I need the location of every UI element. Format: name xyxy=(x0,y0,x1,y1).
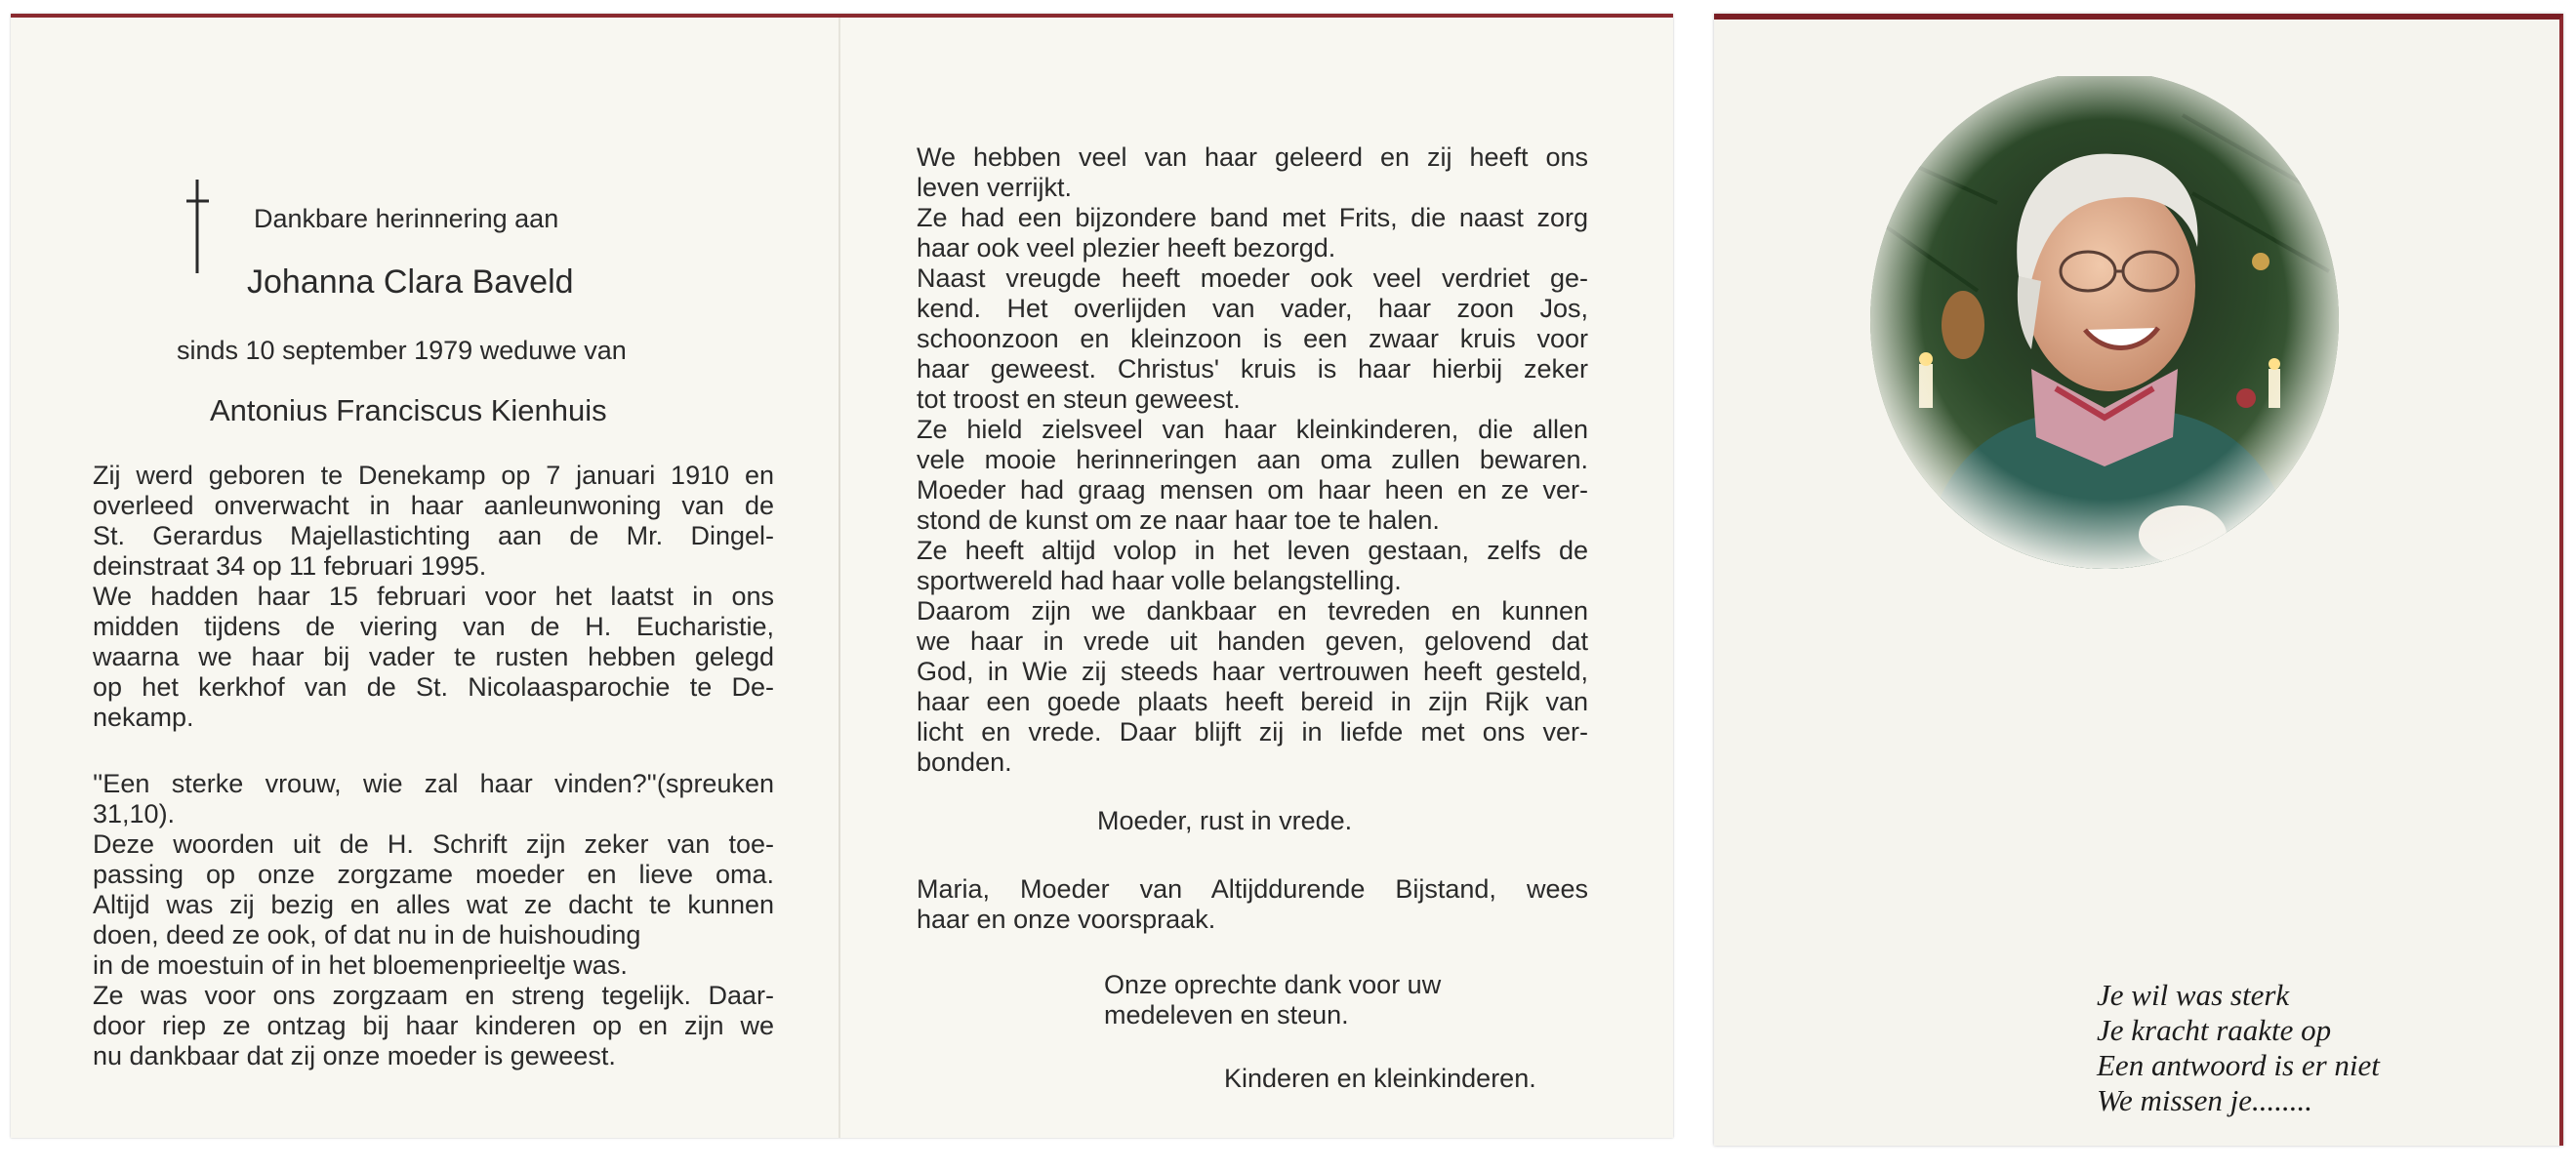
text-line: door riep ze ontzag bij haar kinderen op en zijn we xyxy=(93,1011,774,1040)
text-line: haar een goede plaats heeft bereid in zijn Rijk van xyxy=(917,687,1588,716)
text-line: waarna we haar bij vader te rusten hebben gelegd xyxy=(93,642,774,671)
text-line: Ze was voor ons zorgzaam en streng tegelijk. Daar- xyxy=(93,981,774,1010)
text-line: haar en onze voorspraak. xyxy=(917,905,1216,934)
text-line: passing op onze zorgzame moeder en lieve oma. xyxy=(93,860,774,889)
text-line: schoonzoon en kleinzoon is een zwaar kruis voor xyxy=(917,324,1588,353)
intro-line: Dankbare herinnering aan xyxy=(254,204,559,233)
left-page xyxy=(93,18,774,1138)
text-line: bonden. xyxy=(917,747,1012,777)
text-line: leven verrijkt. xyxy=(917,173,1073,202)
poem xyxy=(2097,978,2380,1118)
text-line: we haar in vrede uit handen geven, gelovend dat xyxy=(917,626,1588,656)
rest-in-peace-line: Moeder, rust in vrede. xyxy=(1097,806,1353,835)
scripture-paragraph xyxy=(93,769,774,1071)
text-line: nu dankbaar dat zij onze moeder is geweest. xyxy=(93,1041,616,1070)
text-line: sportwereld had haar volle belangstelling. xyxy=(917,566,1402,595)
text-line: stond de kunst om ze naar haar toe te halen. xyxy=(917,505,1440,535)
text-line: in de moestuin of in het bloemenprieeltje was. xyxy=(93,950,628,980)
text-line: Daarom zijn we dankbaar en tevreden en kunnen xyxy=(917,596,1588,626)
text-line: vele mooie herinneringen aan oma zullen bewaren. xyxy=(917,445,1588,474)
text-line: deinstraat 34 op 11 februari 1995. xyxy=(93,551,487,581)
deceased-name: Johanna Clara Baveld xyxy=(247,263,574,301)
memories-paragraph xyxy=(917,142,1588,778)
memorial-card-inside xyxy=(11,14,1673,1138)
text-line: 31,10). xyxy=(93,799,176,828)
memorial-card-photo xyxy=(1714,14,2563,1146)
cross-icon xyxy=(174,178,223,275)
text-line: Deze woorden uit de H. Schrift zijn zeker van toe- xyxy=(93,829,774,859)
text-line: Zij werd geboren te Denekamp op 7 januari 1910 en xyxy=(93,461,774,490)
text-line: Maria, Moeder van Altijddurende Bijstand, wees xyxy=(917,874,1588,904)
text-line: op het kerkhof van de St. Nicolaasparochie te De- xyxy=(93,672,774,702)
signature-line: Kinderen en kleinkinderen. xyxy=(1224,1064,1536,1093)
text-line: Onze oprechte dank voor uw xyxy=(1104,970,1442,999)
text-line: We hadden haar 15 februari voor het laatst in ons xyxy=(93,582,774,611)
text-line: Ze hield zielsveel van haar kleinkinderen, die allen xyxy=(917,415,1588,444)
text-line: licht en vrede. Daar blijft zij in liefde met ons ver- xyxy=(917,717,1588,747)
text-line: tot troost en steun geweest. xyxy=(917,384,1241,414)
widow-line: sinds 10 september 1979 weduwe van xyxy=(177,336,627,365)
biography-paragraph xyxy=(93,461,774,733)
text-line: St. Gerardus Majellastichting aan de Mr. Dingel- xyxy=(93,521,774,550)
spouse-name: Antonius Franciscus Kienhuis xyxy=(210,393,607,427)
prayer-paragraph xyxy=(917,874,1588,935)
text-line: ''Een sterke vrouw, wie zal haar vinden?''(spreuken xyxy=(93,769,774,798)
text-line: overleed onverwacht in haar aanleunwoning van de xyxy=(93,491,774,520)
poem-line: Je wil was sterk xyxy=(2097,978,2290,1012)
thanks-block xyxy=(1104,970,1441,1030)
poem-line: Je kracht raakte op xyxy=(2097,1013,2332,1047)
text-line: Naast vreugde heeft moeder ook veel verdriet ge- xyxy=(917,263,1588,293)
text-line: nekamp. xyxy=(93,703,194,732)
poem-line: Een antwoord is er niet xyxy=(2097,1048,2380,1082)
text-line: Altijd was zij bezig en alles wat ze dacht te kunnen xyxy=(93,890,774,919)
poem-line: We missen je........ xyxy=(2097,1083,2312,1117)
text-line: kend. Het overlijden van vader, haar zoon Jos, xyxy=(917,294,1588,323)
text-line: medeleven en steun. xyxy=(1104,1000,1349,1030)
card-fold xyxy=(838,18,840,1138)
text-line: Moeder had graag mensen om haar heen en ze ver- xyxy=(917,475,1588,505)
text-line: haar ook veel plezier heeft bezorgd. xyxy=(917,233,1336,262)
right-page xyxy=(917,18,1588,1138)
text-line: God, in Wie zij steeds haar vertrouwen heeft gesteld, xyxy=(917,657,1588,686)
text-line: midden tijdens de viering van de H. Eucharistie, xyxy=(93,612,774,641)
portrait-photo xyxy=(1860,76,2349,584)
text-line: We hebben veel van haar geleerd en zij heeft ons xyxy=(917,142,1588,172)
text-line: doen, deed ze ook, of dat nu in de huishouding xyxy=(93,920,641,949)
text-line: Ze had een bijzondere band met Frits, die naast zorg xyxy=(917,203,1588,232)
text-line: Ze heeft altijd volop in het leven gestaan, zelfs de xyxy=(917,536,1588,565)
text-line: haar geweest. Christus' kruis is haar hierbij zeker xyxy=(917,354,1588,384)
